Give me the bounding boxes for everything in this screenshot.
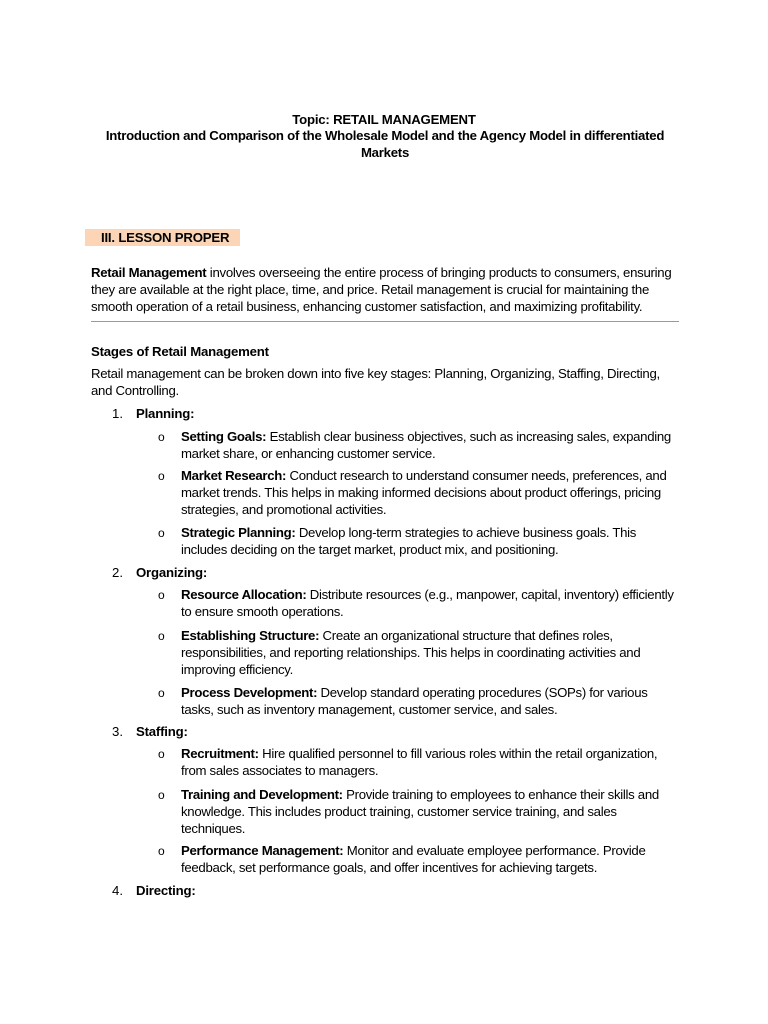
list-number: 3. [112, 724, 123, 739]
stages-title: Stages of Retail Management [91, 344, 269, 359]
item-term: Resource Allocation: [181, 587, 307, 602]
item-term: Recruitment: [181, 746, 259, 761]
bullet-marker: o [158, 430, 165, 444]
item-term: Setting Goals: [181, 429, 267, 444]
list-item [181, 842, 681, 876]
list-item [181, 428, 681, 462]
list-item [181, 627, 681, 678]
item-text: Hire qualified personnel to fill various roles within the retail organization, from sales associates to managers. [181, 746, 658, 778]
item-term: Market Research: [181, 468, 287, 483]
list-number: 2. [112, 565, 123, 580]
stages-description: Retail management can be broken down into five key stages: Planning, Organizing, Staffing, Directing, and Controlling. [91, 366, 660, 398]
document-subtitle: Introduction and Comparison of the Wholesale Model and the Agency Model in differentiated Markets [105, 128, 665, 160]
item-term: Establishing Structure: [181, 628, 320, 643]
item-term: Process Development: [181, 685, 318, 700]
stage-label-organizing: Organizing: [136, 565, 208, 580]
item-text: Develop standard operating procedures (SOPs) for various tasks, such as inventory management, customer service, and sales. [181, 685, 648, 717]
item-text: Distribute resources (e.g., manpower, capital, inventory) efficiently to ensure smooth operations. [181, 587, 674, 619]
list-number: 4. [112, 883, 123, 898]
bullet-marker: o [158, 747, 165, 761]
intro-term: Retail Management [91, 265, 207, 280]
item-text: Monitor and evaluate employee performance. Provide feedback, set performance goals, and offer incentives for achieving targets. [181, 843, 646, 875]
bullet-marker: o [158, 588, 165, 602]
item-text: Establish clear business objectives, such as increasing sales, expanding market share, or enhancing customer service. [181, 429, 671, 461]
topic-line [0, 111, 768, 128]
item-term: Strategic Planning: [181, 525, 296, 540]
stage-label-staffing: Staffing: [136, 724, 188, 739]
horizontal-divider [91, 321, 679, 322]
item-text: Provide training to employees to enhance their skills and knowledge. This includes product training, customer service training, and sales techniques. [181, 787, 659, 836]
item-text: Develop long-term strategies to achieve business goals. This includes deciding on the target market, product mix, and positioning. [181, 525, 637, 557]
stage-label-planning: Planning: [136, 406, 195, 421]
item-term: Training and Development: [181, 787, 343, 802]
item-text: Conduct research to understand consumer needs, preferences, and market trends. This helps in making informed decisions about product offerings, pricing strategies, and promotional activities. [181, 468, 667, 517]
bullet-marker: o [158, 844, 165, 858]
item-term: Performance Management: [181, 843, 344, 858]
intro-paragraph [91, 264, 681, 315]
intro-text: involves overseeing the entire process of bringing products to consumers, ensuring they are available at the right place, time, and price. Retail management is crucial for maintaining the smooth operation of a retail business, enhancing customer satisfaction, and maximizing profitability. [91, 265, 672, 314]
list-item [181, 684, 681, 718]
topic-title: RETAIL MANAGEMENT [333, 112, 476, 127]
bullet-marker: o [158, 629, 165, 643]
bullet-marker: o [158, 526, 165, 540]
list-item [181, 786, 681, 837]
section-heading: III. LESSON PROPER [85, 229, 240, 246]
bullet-marker: o [158, 469, 165, 483]
list-item [181, 745, 681, 779]
bullet-marker: o [158, 686, 165, 700]
list-item [181, 586, 681, 620]
topic-prefix: Topic: [292, 112, 334, 127]
list-item [181, 524, 681, 558]
stage-label-directing: Directing: [136, 883, 196, 898]
item-text: Create an organizational structure that defines roles, responsibilities, and reporting relationships. This helps in coordinating activities and improving efficiency. [181, 628, 641, 677]
bullet-marker: o [158, 788, 165, 802]
list-item [181, 467, 681, 518]
list-number: 1. [112, 406, 123, 421]
